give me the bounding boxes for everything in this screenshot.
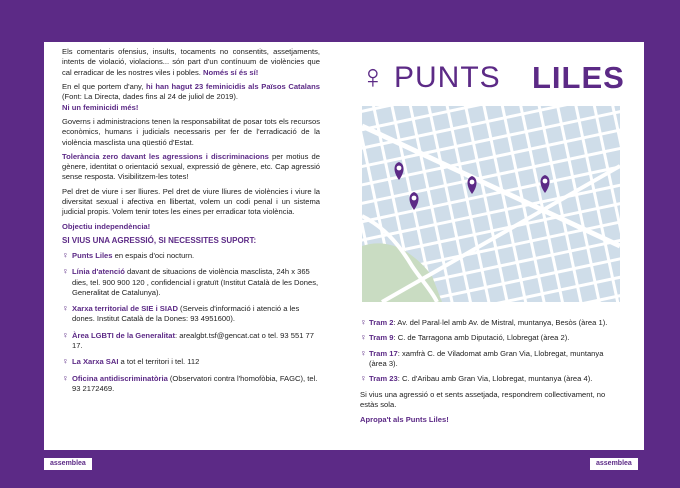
map-block — [441, 240, 459, 258]
independence-slogan: Objectiu independència! — [62, 221, 151, 231]
support-item: ♀ La Xarxa SAI a tot el territori i tel. 112 — [62, 356, 200, 367]
map-block — [528, 130, 546, 148]
map-block — [505, 282, 523, 300]
map-block — [437, 223, 455, 241]
map-block — [550, 235, 568, 253]
map-block — [558, 270, 576, 288]
map-block — [377, 199, 395, 217]
map-block — [373, 181, 391, 199]
map-block — [571, 157, 589, 175]
call-to-action: Apropa't als Punts Liles! — [360, 415, 449, 425]
venus-icon: ♀ — [360, 347, 367, 358]
map-block — [423, 244, 441, 262]
map-pin-dot — [412, 196, 417, 201]
map-block — [489, 120, 507, 138]
map-block — [402, 230, 420, 248]
map-block — [518, 169, 536, 187]
map-block — [391, 177, 409, 195]
map-block — [471, 123, 489, 141]
support-heading: SI VIUS UNA AGRESSIÓ, SI NECESSITES SUPORT: — [62, 236, 257, 245]
map-block — [600, 206, 618, 224]
map-block — [549, 143, 567, 161]
map-block — [475, 141, 493, 159]
map-illustration — [362, 106, 620, 302]
map-block — [480, 250, 498, 268]
map-block — [554, 253, 572, 271]
map-block — [515, 243, 533, 261]
map-block — [447, 184, 465, 202]
map-block — [542, 108, 560, 126]
map-block — [510, 133, 528, 151]
tram-list — [360, 318, 622, 385]
map-pin-dot — [470, 180, 475, 185]
map-block — [568, 232, 586, 250]
page-title — [360, 60, 630, 98]
tram-item: ♀ Tram 2: Av. del Paral·lel amb Av. de Mistral, muntanya, Besòs (àrea 1). — [360, 317, 608, 327]
map-block — [589, 245, 607, 263]
map-block — [567, 140, 585, 158]
map-block — [553, 161, 571, 179]
map-block — [537, 257, 555, 275]
map-block — [434, 205, 452, 223]
map-block — [497, 155, 515, 173]
map-pin-dot — [397, 166, 402, 171]
map-block — [455, 219, 473, 237]
support-item: ♀ Àrea LGBTI de la Generalitat: arealgbt.tsf@gencat.cat o tel. 93 551 77 17. — [62, 329, 314, 351]
map-block — [500, 172, 518, 190]
venus-icon: ♀ — [62, 372, 69, 383]
map-block — [458, 145, 476, 163]
map-block — [419, 134, 437, 152]
map-block — [450, 109, 468, 127]
map-block — [398, 212, 416, 230]
venus-icon: ♀ — [62, 329, 69, 340]
map-block — [498, 246, 516, 264]
support-item: ♀ Punts Liles en espais d'oci nocturn. — [62, 249, 195, 260]
footer-logo-right: assemblea — [590, 458, 638, 470]
map-block — [546, 126, 564, 144]
map-block — [408, 173, 426, 191]
map-block — [533, 239, 551, 257]
support-item: ♀ Oficina antidiscriminatòria (Observatori contra l'homofòbia, FAGC), tel. 93 2172469. — [62, 372, 318, 393]
tram-item: ♀ Tram 9: C. de Tarragona amb Diputació, Llobregat (àrea 2). — [360, 332, 570, 343]
map-block — [596, 189, 614, 207]
map-block — [370, 163, 388, 181]
map-block — [563, 122, 581, 140]
map-block — [540, 274, 558, 292]
only-yes-slogan: Només sí és sí! — [202, 67, 259, 77]
map-block — [532, 147, 550, 165]
map-block — [432, 113, 450, 131]
tram-item: ♀ Tram 17: xamfrà C. de Viladomat amb Gran Via, Llobregat, muntanya (àrea 3). — [360, 347, 604, 368]
map-block — [490, 211, 508, 229]
venus-icon: ♀ — [360, 58, 386, 96]
city-map — [362, 106, 620, 302]
map-block — [581, 118, 599, 136]
title-word-liles: LILES — [532, 60, 625, 95]
map-block — [466, 272, 484, 290]
no-more-feminicides-slogan: Ni un feminicidi més! — [62, 102, 139, 112]
feminicides-paragraph: En el que portem d'any, hi han hagut 23 feminicidis als Països Catalans (Font: La Directa, dades fins al 24 de juliol de 2019). Ni un feminicidi més! — [62, 81, 320, 112]
map-block — [468, 106, 486, 123]
right-column — [360, 318, 622, 431]
map-block — [415, 117, 433, 135]
map-block — [405, 156, 423, 174]
venus-icon: ♀ — [360, 373, 367, 384]
venus-icon: ♀ — [62, 249, 69, 260]
map-block — [507, 116, 525, 134]
title-word-punts: PUNTS — [394, 61, 501, 94]
map-block — [593, 263, 611, 281]
map-block — [523, 278, 541, 296]
map-block — [493, 137, 511, 155]
map-block — [576, 267, 594, 285]
venus-icon: ♀ — [360, 332, 367, 343]
venus-icon: ♀ — [62, 266, 69, 277]
closing-text: Si vius una agressió o et sents assetjada, respondrem collectivament, no estàs sola. — [360, 389, 606, 409]
map-block — [416, 209, 434, 227]
map-block — [519, 260, 537, 278]
intro-paragraph: Els comentaris ofensius, insults, tocaments no consentits, assetjaments, intents de violació, violacions... són part d'un contínuum de violències que cal erradicar de les nostres viles i pobles. Només sí és sí! — [62, 47, 320, 77]
map-block — [436, 131, 454, 149]
tram-item: ♀ Tram 23: C. d'Aribau amb Gran Via, Llobregat, muntanya (àrea 4). — [360, 373, 593, 384]
map-block — [582, 210, 600, 228]
map-block — [598, 115, 616, 133]
map-block — [602, 132, 620, 150]
map-block — [430, 187, 448, 205]
venus-icon: ♀ — [62, 356, 69, 367]
support-item: ♀ Línia d'atenció davant de situacions de violència masclista, 24h x 365 dies, tel. 900 900 120 , confidencial i gratuït (Institut Català de les Dones, Generalitat de Catalunya). — [62, 266, 319, 297]
map-block — [454, 127, 472, 145]
map-block — [524, 112, 542, 130]
map-block — [529, 221, 547, 239]
map-block — [484, 268, 502, 286]
map-block — [597, 281, 615, 299]
footer-logo-left: assemblea — [44, 458, 92, 470]
map-block — [486, 194, 504, 212]
zero-tolerance-paragraph: Tolerància zero davant les agressions i discriminacions per motius de gènere, identitat o orientació sexual, expressió de gènere, etc. Cap agressió sense resposta. Visibilitzem-les totes! — [62, 151, 321, 182]
map-block — [449, 275, 467, 293]
map-block — [451, 201, 469, 219]
map-block — [578, 193, 596, 211]
map-block — [366, 146, 384, 164]
map-block — [426, 170, 444, 188]
map-block — [397, 121, 415, 139]
venus-icon: ♀ — [360, 317, 367, 327]
map-block — [572, 249, 590, 267]
map-block — [469, 197, 487, 215]
support-item: ♀ Xarxa territorial de SIE i SIAD (Serveis d'informació i atenció a les dones. Institut Català de la Dones: 93 4951600). — [62, 303, 300, 324]
map-block — [479, 158, 497, 176]
map-block — [588, 154, 606, 172]
map-block — [579, 284, 597, 302]
support-list — [62, 251, 320, 394]
map-block — [585, 136, 603, 154]
governments-paragraph: Governs i administracions tenen la responsabilitat de posar tots els recursos econòmics, humans i judicials necessaris per fer de l'erradicació de la violència masclista una qüestió d'Estat. — [62, 116, 320, 147]
map-pin-dot — [543, 179, 548, 184]
rights-paragraph: Pel dret de viure i ser lliures. Pel dret de viure lliures de violències i viure la diversitat sexual i afectiva en llibertat, volem un codi penal i un sistema judicial propis. Volem tenir totes les eines per erradicar tota violència. — [62, 186, 320, 217]
map-block — [473, 215, 491, 233]
left-column — [62, 47, 320, 400]
map-block — [514, 151, 532, 169]
venus-icon: ♀ — [62, 303, 69, 314]
map-block — [501, 264, 519, 282]
map-block — [376, 107, 394, 125]
map-block — [420, 226, 438, 244]
